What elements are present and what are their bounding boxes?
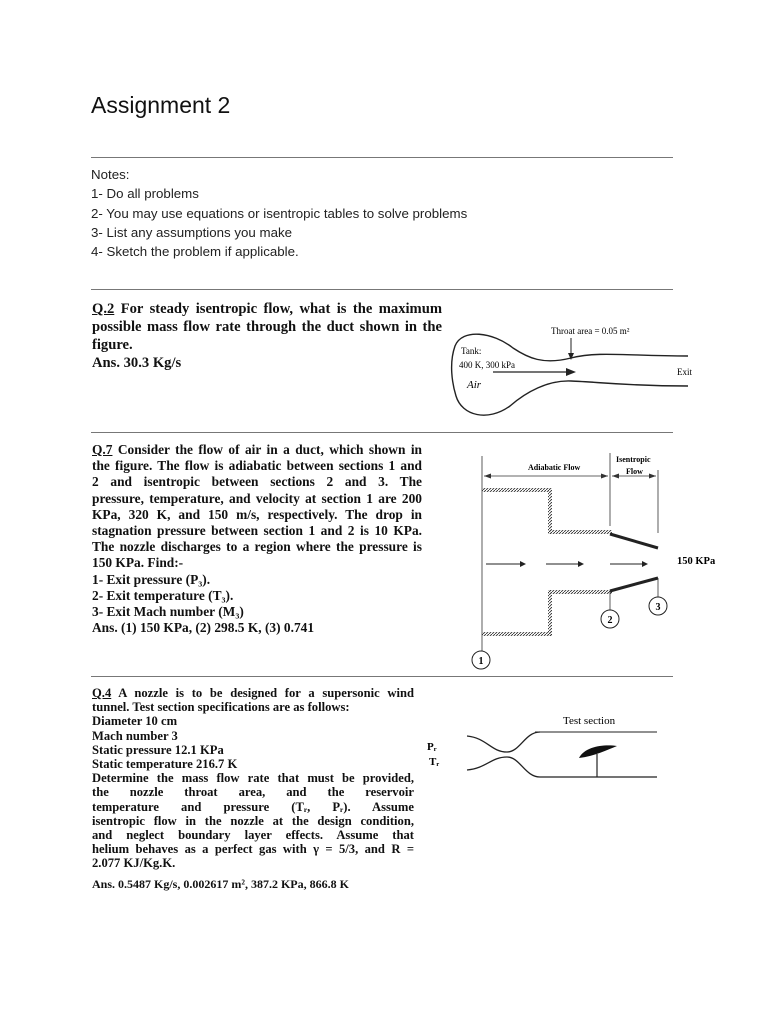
question-2 bbox=[92, 300, 442, 372]
duct-wall bbox=[482, 632, 552, 636]
question-text: For steady isentropic flow, what is the maximum bbox=[120, 301, 442, 317]
question-text: the figure. The flow is adiabatic between sections 1 and bbox=[92, 458, 422, 474]
question-number: Q.4 bbox=[92, 686, 112, 700]
question-text: and neglect boundary layer effects. Assume that bbox=[92, 828, 414, 843]
arrowhead bbox=[649, 474, 656, 479]
duct-wall bbox=[610, 534, 658, 548]
divider bbox=[91, 432, 673, 433]
divider bbox=[91, 289, 673, 290]
answer: Ans. 0.5487 Kg/s, 0.002617 m², 387.2 KPa, 866.8 K bbox=[92, 877, 349, 891]
reservoir-temperature-label: Tᵣ bbox=[429, 756, 440, 768]
tank-label: Tank: bbox=[461, 346, 482, 356]
question-text: possible mass flow rate through the duct shown in the bbox=[92, 319, 442, 335]
note-item: 4- Sketch the problem if applicable. bbox=[91, 244, 299, 260]
arrowhead bbox=[484, 474, 491, 479]
adiabatic-flow-label: Adiabatic Flow bbox=[528, 463, 581, 472]
question-text: The nozzle discharges to a region where the pressure is bbox=[92, 539, 422, 555]
airfoil-model bbox=[579, 745, 617, 758]
section-2-label: 2 bbox=[607, 615, 613, 626]
duct-wall bbox=[482, 488, 550, 492]
tank-nozzle-outline bbox=[452, 334, 688, 415]
arrowhead bbox=[601, 474, 608, 479]
duct-figure bbox=[462, 448, 732, 680]
question-text: the nozzle throat area, and the reservoir bbox=[92, 785, 414, 800]
question-text: helium behaves as a perfect gas with γ = 5/3, and R = bbox=[92, 842, 414, 857]
isentropic-flow-label: Flow bbox=[626, 467, 643, 476]
section-3-label: 3 bbox=[655, 602, 661, 613]
question-text: Determine the mass flow rate that must be provided, bbox=[92, 771, 414, 786]
question-text: 150 KPa. Find:- bbox=[92, 555, 184, 571]
back-pressure-label: 150 KPa bbox=[677, 556, 716, 567]
nozzle-lower-wall bbox=[467, 757, 657, 777]
tank-conditions: 400 K, 300 kPa bbox=[459, 360, 515, 370]
notes-section bbox=[91, 165, 467, 261]
duct-wall bbox=[548, 530, 612, 534]
air-label: Air bbox=[467, 379, 482, 391]
question-text: 3- Exit Mach number (M₃) bbox=[92, 604, 244, 620]
throat-label: Throat area = 0.05 m² bbox=[551, 326, 630, 336]
question-text: A nozzle is to be designed for a supersonic wind bbox=[118, 686, 414, 700]
exit-label: Exit bbox=[677, 367, 692, 377]
question-text: temperature and pressure (Tᵣ, Pᵣ). Assume bbox=[92, 799, 414, 814]
arrowhead bbox=[566, 368, 576, 376]
question-text: Mach number 3 bbox=[92, 728, 178, 743]
nozzle-upper-wall bbox=[467, 732, 540, 752]
divider bbox=[91, 676, 673, 677]
question-text: isentropic flow in the nozzle at the design condition, bbox=[92, 813, 414, 828]
question-text: Static pressure 12.1 KPa bbox=[92, 742, 224, 757]
arrowhead bbox=[642, 561, 648, 567]
question-number: Q.2 bbox=[92, 301, 115, 317]
arrowhead bbox=[578, 561, 584, 567]
question-4 bbox=[92, 686, 414, 871]
note-item: 1- Do all problems bbox=[91, 186, 199, 202]
question-text: KPa, 320 K, and 150 m/s, respectively. The drop in bbox=[92, 506, 422, 522]
section-1-label: 1 bbox=[478, 656, 484, 667]
answer: Ans. (1) 150 KPa, (2) 298.5 K, (3) 0.741 bbox=[92, 620, 315, 636]
duct-wall bbox=[610, 578, 658, 591]
question-text: tunnel. Test section specifications are as follows: bbox=[92, 700, 350, 715]
page-title: Assignment 2 bbox=[91, 92, 231, 118]
question-text: 2- Exit temperature (T₃). bbox=[92, 587, 234, 603]
question-text: stagnation pressure between section 1 and 2 is 10 KPa. bbox=[92, 523, 422, 539]
answer: Ans. 30.3 Kg/s bbox=[92, 355, 182, 371]
question-7 bbox=[92, 442, 422, 636]
question-text: pressure, temperature, and velocity at section 1 are 200 bbox=[92, 490, 422, 506]
question-text: 1- Exit pressure (P₃). bbox=[92, 571, 211, 587]
note-item: 2- You may use equations or isentropic tables to solve problems bbox=[91, 205, 468, 221]
divider bbox=[91, 157, 673, 158]
question-text: 2 and isentropic between sections 2 and 3. The bbox=[92, 474, 422, 490]
nozzle-tank-figure bbox=[448, 318, 710, 430]
duct-wall bbox=[548, 590, 552, 636]
question-text: Consider the flow of air in a duct, which shown in bbox=[117, 442, 422, 457]
arrowhead bbox=[612, 474, 619, 479]
duct-wall bbox=[548, 590, 612, 594]
question-text: figure. bbox=[92, 337, 133, 353]
question-number: Q.7 bbox=[92, 442, 113, 457]
test-section-label: Test section bbox=[563, 715, 616, 727]
isentropic-flow-label: Isentropic bbox=[616, 455, 651, 464]
question-text: 2.077 KJ/Kg.K. bbox=[92, 856, 176, 871]
question-text: Static temperature 216.7 K bbox=[92, 757, 238, 772]
arrowhead bbox=[520, 561, 526, 567]
reservoir-pressure-label: Pᵣ bbox=[427, 741, 437, 753]
question-text: Diameter 10 cm bbox=[92, 714, 178, 729]
notes-heading: Notes: bbox=[91, 167, 130, 182]
note-item: 3- List any assumptions you make bbox=[91, 224, 293, 240]
duct-wall bbox=[548, 488, 552, 534]
wind-tunnel-figure bbox=[425, 706, 725, 786]
